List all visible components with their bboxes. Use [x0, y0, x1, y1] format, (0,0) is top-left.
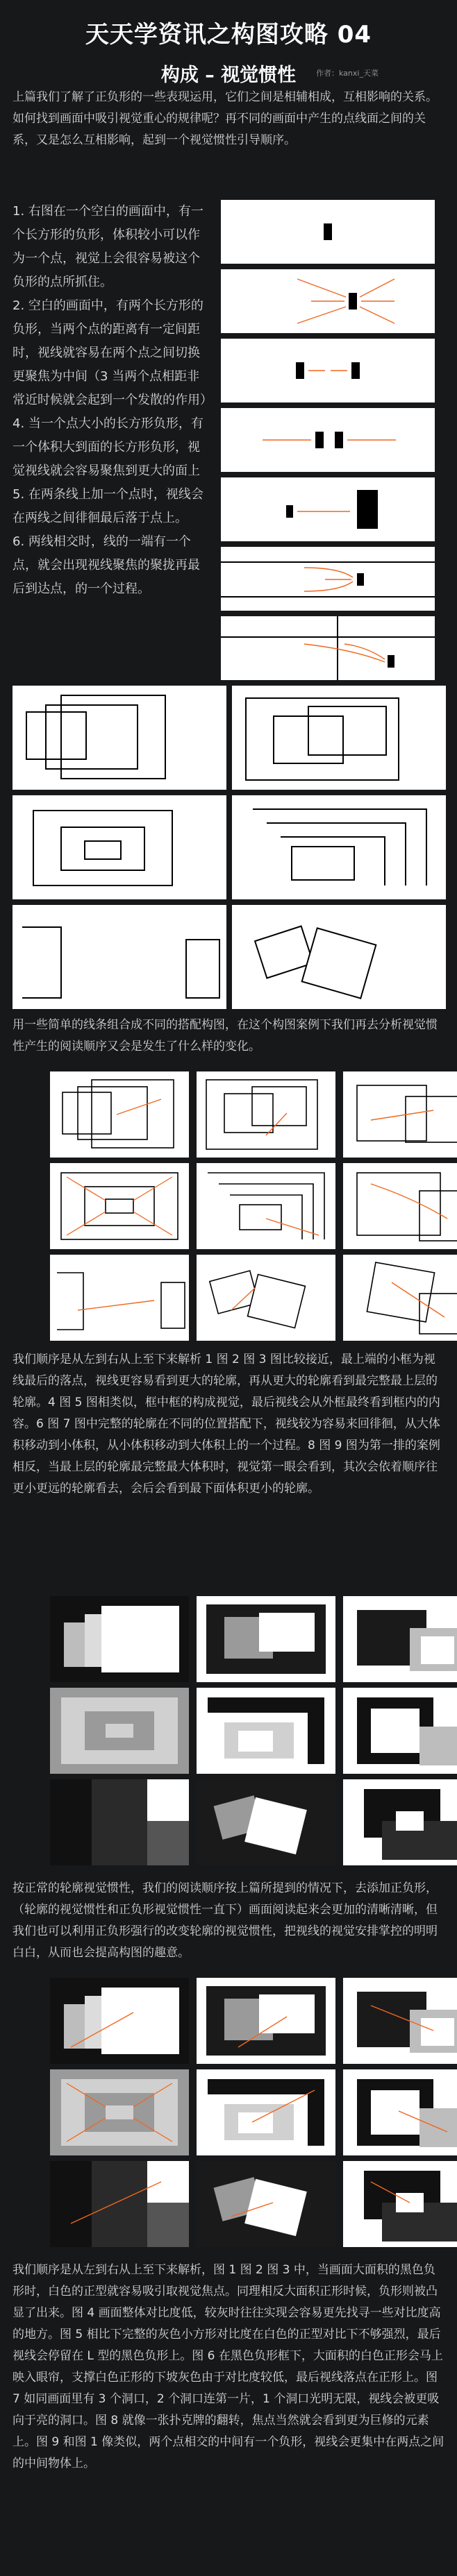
line-composition-5 — [13, 905, 226, 1009]
diagram-point-and-plane — [221, 477, 435, 541]
annotated-figure-ground-9 — [306, 2161, 457, 2247]
page-subtitle: 构成 – 视觉惯性 — [160, 65, 297, 86]
line-composition-6 — [232, 905, 446, 1009]
diagram-single-point — [221, 200, 435, 264]
analysis-paragraph-1: 我们顺序是从左到右从上至下来解析 1 图 2 图 3 图比较接近，最上端的小框为视线最后的落点，视线更容易看到更大的轮廓，再从更大的轮廓看到最完整最上层的轮廓。4 图 5 图相类似，框中框的构成视觉，最后视线会从外框最终看到框内的内容。6 图 7 图中完整的轮廓在不同的位置搭配下，视线较为容易来回徘徊，从大体积移动到小体积，从小体积移动到大体积上的一个过程。8 图 9 图为第一排的案例相反，当最上层的轮廓最完整最大体积时，视觉第一眼会看到，其次会依着顺序往更小更远的轮廓看去，会后会看到最下面体积更小的轮廓。 — [13, 1353, 440, 1495]
figure-ground-9 — [306, 1779, 457, 1865]
page-title: 天天学资讯之构图攻略 04 — [85, 21, 372, 49]
step-6-text: 6. 两线相交时，线的一端有一个点，就会出现视线聚焦的聚拢再最后到达点，的一个过程。 — [13, 534, 200, 596]
step-1-text: 1. 右图在一个空白的画面中，有一个长方形的负形，体积较小可以作为一个点，视觉上会很容易被这个负形的点所抓住。 — [13, 204, 203, 289]
figure-ground-3 — [306, 1596, 457, 1682]
intro-paragraph: 上篇我们了解了正负形的一些表现运用，它们之间是相辅相成，互相影响的关系。如何找到画面中吸引视觉重心的规律呢？再不同的画面中产生的点线面之间的关系，又是怎么互相影响，起到一个视觉惯性引导顺序。 — [13, 90, 438, 147]
diagram-two-lines-point — [221, 547, 435, 611]
annotated-figure-9 — [306, 1255, 457, 1341]
analysis-paragraph-2: 我们顺序是从左到右从上至下来解析，图 1 图 2 图 3 中，当画面大面积的黑色负形时，白色的正型就容易吸引取视觉焦点。同理相反大面积正形时候，负形则被凸显了出来。图 4 画面整体对比度低，较灰时往往实现会容易更先找寻一些对比度高的地方。图 5 相比下完整的灰色小方形对比度在白色的正型对比下不够强烈，最后视线会停留在 L 型的黑色负形上。图 6 在黑色负形框下，大面积的白色正形会马上映入眼帘，支撑白色正形的下坡灰色由于对比度较低，最后视线落点在正形上。图 7 如同画面里有 3 个洞口，2 个洞口连第一片，1 个洞口光明无限，视线会被更吸向于亮的洞口。图 8 就像一张扑克牌的翻转，焦点当然就会看到更为巨修的元素上。图 9 和图 1 像类似，两个点相交的中间有一个负形，视线会更集中在两点之间的中间物体上。 — [13, 2263, 444, 2471]
figure-ground-6 — [306, 1688, 457, 1774]
annotated-figure-3 — [306, 1071, 457, 1158]
diagram-two-points — [221, 339, 435, 402]
step-list — [13, 200, 213, 601]
caption-line-compositions: 用一些简单的线条组合成不同的搭配构图，在这个构图案例下我们再去分析视觉惯性产生的阅读顺序又会是发生了什么样的变化。 — [13, 1018, 438, 1053]
step-2-text: 2. 空白的画面中，有两个长方形的负形，当两个点的距离有一定间距时，视线就容易在两个点之间切换更聚焦为中间（3 当两个点相距非常近时候就会起到一个发散的作用） — [13, 298, 213, 407]
author-credit: 作者：kanxi_天菜 — [316, 69, 379, 78]
diagram-point-radiating — [221, 269, 435, 333]
line-composition-2 — [232, 686, 446, 790]
line-composition-4 — [232, 795, 446, 899]
annotated-figure-ground-6 — [306, 2069, 457, 2155]
diagram-crossing-lines — [221, 616, 435, 680]
annotated-figure-ground-3 — [306, 1978, 457, 2064]
step-5-text: 5. 在两条线上加一个点时，视线会在两线之间徘徊最后落于点上。 — [13, 487, 203, 525]
line-composition-1 — [13, 686, 226, 790]
step-4-text: 4. 当一个点大小的长方形负形，有一个体积大到面的长方形负形，视觉视线就会容易聚焦到更大的面上 — [13, 416, 203, 478]
diagram-close-points — [221, 408, 435, 472]
caption-figure-ground: 按正常的轮廓视觉惯性，我们的阅读顺序按上篇所提到的情况下，去添加正负形，（轮廓的视觉惯性和正负形视觉惯性一直下）画面阅读起来会更加的清晰清晰，但我们也可以利用正负形强行的改变轮廓的视觉惯性，把视线的视觉安排掌控的明明白白，从而也会提高构图的趣意。 — [13, 1881, 438, 1960]
annotated-figure-6 — [306, 1163, 457, 1249]
line-composition-3 — [13, 795, 226, 899]
